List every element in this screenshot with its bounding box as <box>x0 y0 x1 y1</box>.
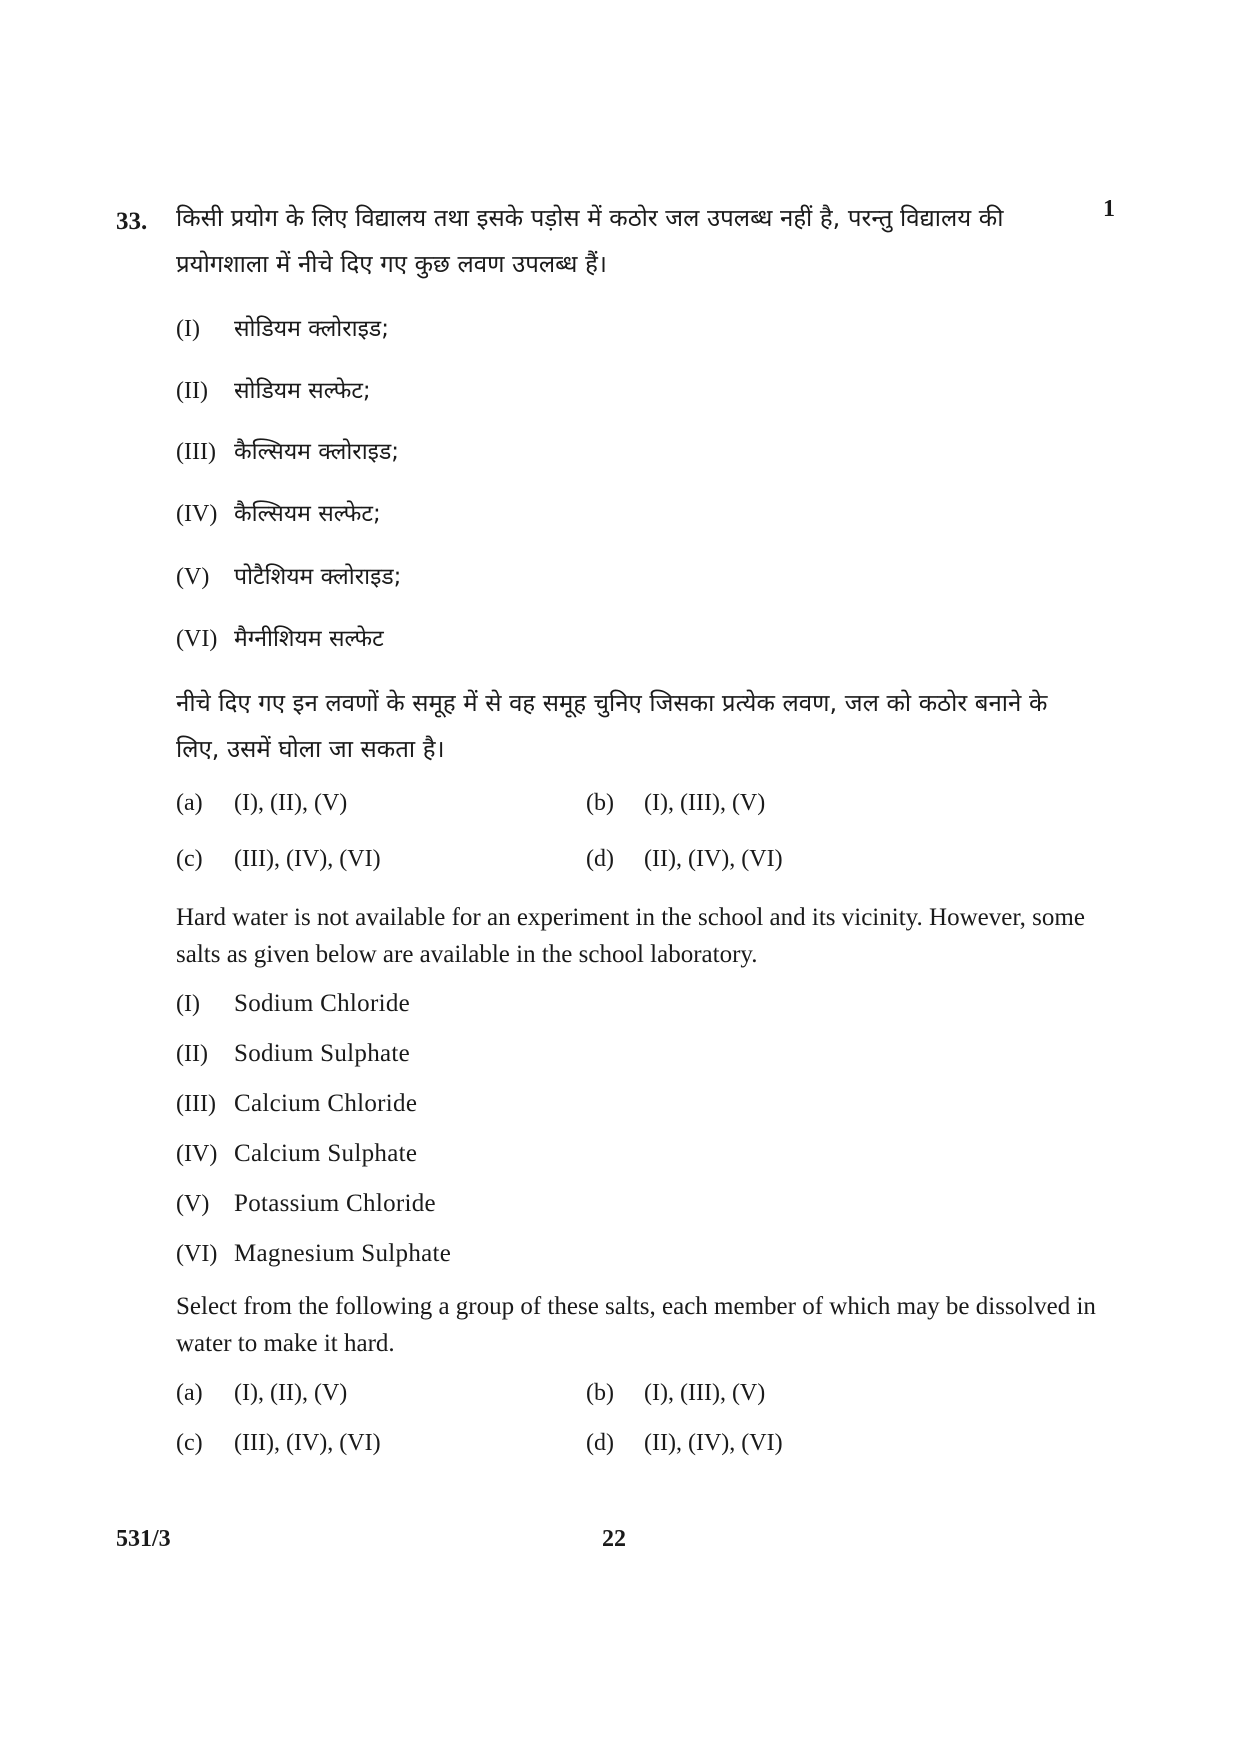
hindi-option-b-label: (b) <box>586 790 614 816</box>
english-option-a-text: (I), (II), (V) <box>234 1380 348 1406</box>
english-item-text: Potassium Chloride <box>234 1190 436 1217</box>
english-option-b-text: (I), (III), (V) <box>644 1380 766 1406</box>
hindi-question-stem: किसी प्रयोग के लिए विद्यालय तथा इसके पड़ोस में कठोर जल उपलब्ध नहीं है, परन्तु विद्यालय की प्रयोगशाला में नीचे दिए गए कुछ लवण उपलब्ध हैं। <box>176 204 1004 278</box>
hindi-option-d-label: (d) <box>586 846 614 872</box>
english-option-d-text: (II), (IV), (VI) <box>644 1430 783 1456</box>
english-question-instruction: Select from the following a group of these salts, each member of which may be dissolved in water to make it hard. <box>176 1293 1096 1357</box>
hindi-item-text: पोटैशियम क्लोराइड; <box>234 564 402 590</box>
question-number: 33. <box>116 208 148 235</box>
hindi-item-text: कैल्सियम सल्फेट; <box>234 501 381 527</box>
english-item-label: (IV) <box>176 1141 218 1167</box>
hindi-option-a-label: (a) <box>176 790 203 816</box>
english-item-label: (I) <box>176 991 200 1017</box>
hindi-option-c-label: (c) <box>176 846 203 872</box>
hindi-item-text: कैल्सियम क्लोराइड; <box>234 439 400 465</box>
page-number: 22 <box>602 1526 626 1552</box>
hindi-option-a-text: (I), (II), (V) <box>234 790 348 816</box>
english-item-text: Magnesium Sulphate <box>234 1240 452 1267</box>
paper-code: 531/3 <box>116 1526 171 1552</box>
english-option-c-text: (III), (IV), (VI) <box>234 1430 381 1456</box>
hindi-item-label: (II) <box>176 378 208 404</box>
english-item-text: Sodium Chloride <box>234 990 411 1017</box>
english-item-text: Sodium Sulphate <box>234 1040 411 1067</box>
english-item-label: (II) <box>176 1041 208 1067</box>
english-item-label: (V) <box>176 1191 210 1217</box>
english-item-text: Calcium Chloride <box>234 1090 418 1117</box>
hindi-option-c-text: (III), (IV), (VI) <box>234 846 381 872</box>
english-question-stem: Hard water is not available for an experiment in the school and its vicinity. However, some salts as given below are available in the school laboratory. <box>176 904 1085 968</box>
english-item-label: (III) <box>176 1091 216 1117</box>
hindi-option-d-text: (II), (IV), (VI) <box>644 846 783 872</box>
hindi-question-instruction: नीचे दिए गए इन लवणों के समूह में से वह समूह चुनिए जिसका प्रत्येक लवण, जल को कठोर बनाने के लिए, उसमें घोला जा सकता है। <box>176 689 1048 763</box>
hindi-item-label: (I) <box>176 316 200 342</box>
english-option-d-label: (d) <box>586 1430 614 1456</box>
hindi-option-b-text: (I), (III), (V) <box>644 790 766 816</box>
english-item-text: Calcium Sulphate <box>234 1140 418 1167</box>
hindi-item-text: मैग्नीशियम सल्फेट <box>234 626 384 652</box>
hindi-item-label: (III) <box>176 439 216 465</box>
english-option-c-label: (c) <box>176 1430 203 1456</box>
hindi-item-text: सोडियम सल्फेट; <box>234 378 371 404</box>
hindi-item-label: (V) <box>176 564 210 590</box>
hindi-item-label: (VI) <box>176 626 218 652</box>
english-item-label: (VI) <box>176 1241 218 1267</box>
english-option-a-label: (a) <box>176 1380 203 1406</box>
question-marks: 1 <box>1103 196 1115 222</box>
hindi-item-label: (IV) <box>176 501 218 527</box>
english-option-b-label: (b) <box>586 1380 614 1406</box>
hindi-item-text: सोडियम क्लोराइड; <box>234 316 389 342</box>
